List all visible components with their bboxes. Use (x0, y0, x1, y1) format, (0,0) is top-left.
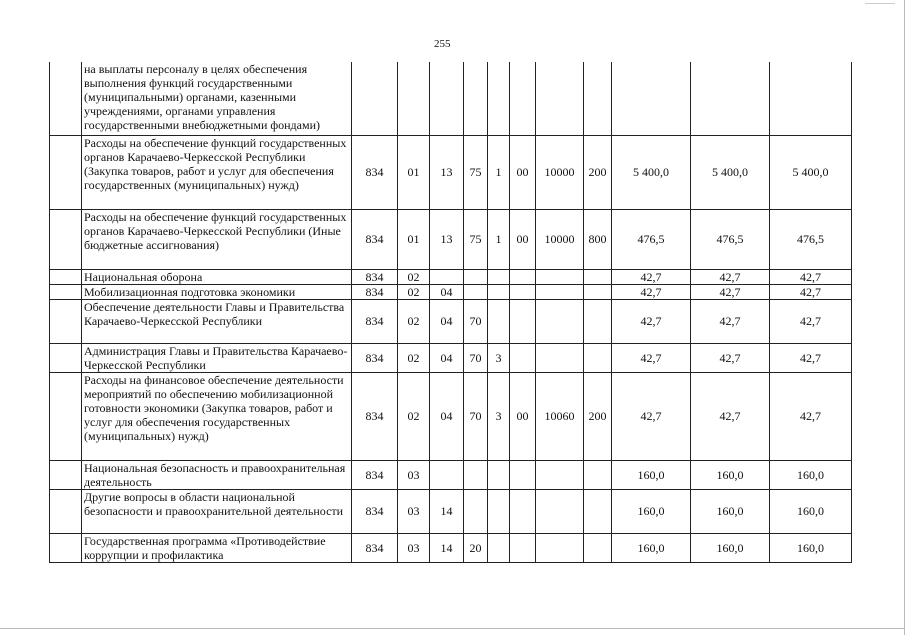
cell-name: на выплаты персоналу в целях обеспечения выполнения функций государственными (муниципальными) органами, казенными учреждениями, органами управления государственными внебюджетными фондами) (82, 62, 352, 135)
cell-cs1: 75 (464, 209, 488, 269)
cell-sum2: 42,7 (691, 269, 770, 284)
cell-name: Обеспечение деятельности Главы и Правительства Карачаево-Черкесской Республики (82, 299, 352, 343)
cell-name: Расходы на финансовое обеспечение деятельности мероприятий по обеспечению мобилизационной готовности экономики (Закупка товаров, работ и услуг для обеспечения государственных (муниципальных) нужд) (82, 372, 352, 460)
cell-ved: 834 (352, 284, 398, 299)
cell-vr: 200 (584, 372, 612, 460)
cell-sum1: 160,0 (612, 460, 691, 489)
cell-sum1: 42,7 (612, 269, 691, 284)
cell-name: Мобилизационная подготовка экономики (82, 284, 352, 299)
empty-margin-cell (50, 284, 82, 299)
cell-sum1: 42,7 (612, 299, 691, 343)
cell-rz: 03 (398, 489, 430, 533)
empty-margin-cell (50, 489, 82, 533)
cell-cs3: 00 (510, 135, 536, 209)
cell-sum3: 160,0 (770, 489, 852, 533)
table-row (50, 209, 852, 269)
cell-cs4 (536, 460, 584, 489)
cell-pr (430, 62, 464, 135)
empty-margin-cell (50, 269, 82, 284)
cell-cs4 (536, 533, 584, 562)
cell-sum2: 42,7 (691, 284, 770, 299)
cell-rz: 02 (398, 372, 430, 460)
cell-cs4 (536, 489, 584, 533)
cell-sum2: 42,7 (691, 372, 770, 460)
cell-ved: 834 (352, 299, 398, 343)
empty-margin-cell (50, 135, 82, 209)
cell-sum3: 42,7 (770, 269, 852, 284)
cell-sum1: 42,7 (612, 343, 691, 372)
cell-name: Расходы на обеспечение функций государственных органов Карачаево-Черкесской Республики (Иные бюджетные ассигнования) (82, 209, 352, 269)
cell-ved: 834 (352, 209, 398, 269)
cell-sum2: 42,7 (691, 343, 770, 372)
cell-sum3: 476,5 (770, 209, 852, 269)
cell-cs4: 10060 (536, 372, 584, 460)
cell-cs2 (488, 533, 510, 562)
empty-margin-cell (50, 62, 82, 135)
cell-ved: 834 (352, 135, 398, 209)
cell-sum3: 160,0 (770, 460, 852, 489)
cell-pr (430, 269, 464, 284)
cell-cs2 (488, 62, 510, 135)
cell-pr: 13 (430, 209, 464, 269)
cell-ved: 834 (352, 343, 398, 372)
cell-sum3: 42,7 (770, 284, 852, 299)
cell-pr: 13 (430, 135, 464, 209)
cell-cs1: 70 (464, 372, 488, 460)
cell-cs1 (464, 269, 488, 284)
cell-cs3 (510, 299, 536, 343)
cell-sum2 (691, 62, 770, 135)
cell-sum3: 160,0 (770, 533, 852, 562)
cell-sum1: 42,7 (612, 372, 691, 460)
empty-margin-cell (50, 209, 82, 269)
cell-name: Администрация Главы и Правительства Карачаево-Черкесской Республики (82, 343, 352, 372)
cell-cs2 (488, 489, 510, 533)
cell-ved (352, 62, 398, 135)
cell-cs1 (464, 284, 488, 299)
cell-cs2 (488, 299, 510, 343)
table-row (50, 372, 852, 460)
cell-rz: 01 (398, 135, 430, 209)
cell-vr (584, 269, 612, 284)
cell-rz: 02 (398, 269, 430, 284)
cell-rz (398, 62, 430, 135)
scan-edge-bottom (0, 628, 905, 629)
cell-pr: 04 (430, 284, 464, 299)
table-row (50, 135, 852, 209)
cell-sum3: 42,7 (770, 299, 852, 343)
cell-sum2: 160,0 (691, 460, 770, 489)
cell-cs3 (510, 489, 536, 533)
table-row (50, 343, 852, 372)
cell-sum3: 5 400,0 (770, 135, 852, 209)
cell-sum1: 160,0 (612, 533, 691, 562)
cell-cs2 (488, 460, 510, 489)
cell-vr: 200 (584, 135, 612, 209)
empty-margin-cell (50, 343, 82, 372)
cell-rz: 03 (398, 460, 430, 489)
cell-pr: 04 (430, 372, 464, 460)
cell-vr (584, 299, 612, 343)
cell-cs3 (510, 284, 536, 299)
cell-cs2 (488, 284, 510, 299)
cell-cs3: 00 (510, 372, 536, 460)
cell-cs4 (536, 269, 584, 284)
cell-cs1: 75 (464, 135, 488, 209)
cell-cs2: 1 (488, 209, 510, 269)
table-row (50, 299, 852, 343)
cell-cs1: 70 (464, 299, 488, 343)
cell-cs1 (464, 460, 488, 489)
table-row (50, 269, 852, 284)
cell-cs1 (464, 489, 488, 533)
cell-name: Национальная безопасность и правоохранительная деятельность (82, 460, 352, 489)
cell-rz: 02 (398, 343, 430, 372)
cell-sum2: 5 400,0 (691, 135, 770, 209)
cell-pr (430, 460, 464, 489)
empty-margin-cell (50, 299, 82, 343)
cell-cs2: 3 (488, 343, 510, 372)
cell-pr: 04 (430, 343, 464, 372)
cell-name: Национальная оборона (82, 269, 352, 284)
cell-vr: 800 (584, 209, 612, 269)
cell-rz: 02 (398, 299, 430, 343)
table-row (50, 460, 852, 489)
cell-cs3 (510, 460, 536, 489)
cell-rz: 02 (398, 284, 430, 299)
cell-cs3 (510, 269, 536, 284)
cell-cs4 (536, 343, 584, 372)
cell-cs2 (488, 269, 510, 284)
cell-sum1 (612, 62, 691, 135)
cell-sum2: 160,0 (691, 489, 770, 533)
cell-pr: 14 (430, 489, 464, 533)
cell-vr (584, 460, 612, 489)
budget-table (49, 62, 852, 563)
cell-sum1: 42,7 (612, 284, 691, 299)
cell-sum1: 160,0 (612, 489, 691, 533)
cell-cs4 (536, 284, 584, 299)
cell-cs4: 10000 (536, 209, 584, 269)
cell-vr (584, 533, 612, 562)
cell-ved: 834 (352, 269, 398, 284)
cell-ved: 834 (352, 533, 398, 562)
empty-margin-cell (50, 533, 82, 562)
cell-name: Расходы на обеспечение функций государственных органов Карачаево-Черкесской Республики (Закупка товаров, работ и услуг для обеспечения государственных (муниципальных) нужд) (82, 135, 352, 209)
page-number: 255 (434, 38, 451, 50)
cell-vr (584, 343, 612, 372)
cell-cs3 (510, 343, 536, 372)
cell-cs4 (536, 62, 584, 135)
cell-sum2: 160,0 (691, 533, 770, 562)
table-row (50, 489, 852, 533)
cell-pr: 14 (430, 533, 464, 562)
cell-cs3: 00 (510, 209, 536, 269)
cell-cs2: 1 (488, 135, 510, 209)
cell-cs3 (510, 62, 536, 135)
cell-cs2: 3 (488, 372, 510, 460)
cell-sum3: 42,7 (770, 343, 852, 372)
table-row (50, 62, 852, 135)
cell-name: Другие вопросы в области национальной безопасности и правоохранительной деятельности (82, 489, 352, 533)
cell-ved: 834 (352, 372, 398, 460)
cell-rz: 03 (398, 533, 430, 562)
cell-sum3 (770, 62, 852, 135)
cell-pr: 04 (430, 299, 464, 343)
top-edge-mark (865, 3, 895, 4)
cell-vr (584, 284, 612, 299)
cell-cs1 (464, 62, 488, 135)
cell-sum1: 476,5 (612, 209, 691, 269)
cell-rz: 01 (398, 209, 430, 269)
cell-vr (584, 62, 612, 135)
cell-ved: 834 (352, 489, 398, 533)
cell-sum2: 476,5 (691, 209, 770, 269)
cell-sum3: 42,7 (770, 372, 852, 460)
cell-ved: 834 (352, 460, 398, 489)
empty-margin-cell (50, 460, 82, 489)
cell-cs4 (536, 299, 584, 343)
cell-sum1: 5 400,0 (612, 135, 691, 209)
cell-vr (584, 489, 612, 533)
cell-sum2: 42,7 (691, 299, 770, 343)
cell-cs3 (510, 533, 536, 562)
table-row (50, 533, 852, 562)
cell-cs1: 70 (464, 343, 488, 372)
table-row (50, 284, 852, 299)
empty-margin-cell (50, 372, 82, 460)
cell-cs4: 10000 (536, 135, 584, 209)
table-body (50, 62, 852, 562)
cell-name: Государственная программа «Противодействие коррупции и профилактика (82, 533, 352, 562)
cell-cs1: 20 (464, 533, 488, 562)
